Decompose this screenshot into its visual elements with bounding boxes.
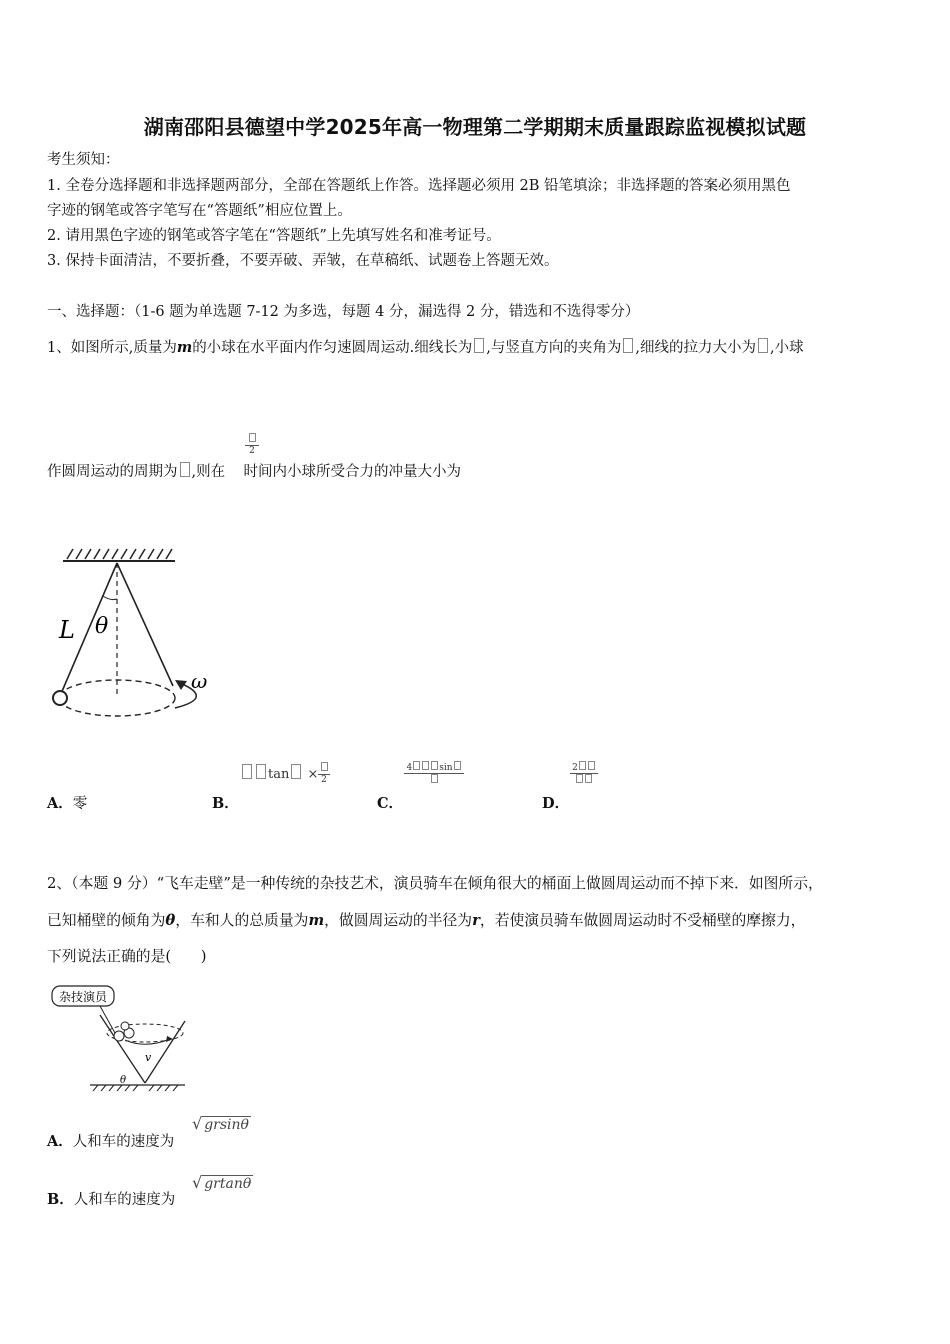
velocity-label: v [145,1051,152,1064]
incline-angle-label: θ [120,1075,127,1086]
angular-velocity-label: ω [191,669,208,693]
performer-label: 杂技演员 [58,990,108,1004]
q1-option-c-fraction: 4 sin [404,761,464,786]
q2-option-b[interactable]: B．人和车的速度为 [47,1191,176,1208]
wall-riding-diagram [45,983,195,1093]
q2-option-a[interactable]: A．人和车的速度为 [47,1133,175,1150]
angle-label: θ [95,614,109,639]
notice-heading: 考生须知： [47,152,120,168]
placeholder-box-icon [758,338,768,353]
q1-option-b-label[interactable]: B． [212,795,239,812]
placeholder-box-icon [180,462,190,477]
q1-time-fraction: 2 [245,433,259,456]
q2-stem-line-1: 2、（本题 9 分）“飞车走壁”是一种传统的杂技艺术，演员骑车在倾角很大的桶面上做圆周运动而不掉下来．如图所示， [47,875,823,892]
q1-option-b-fraction: 2 [318,762,330,785]
length-label: L [59,616,75,644]
q1-option-c-label[interactable]: C． [377,795,404,812]
placeholder-box-icon [474,338,484,353]
notice-item-1-line-1: 1. 全卷分选择题和非选择题两部分，全部在答题纸上作答。选择题必须用 2B 铅笔填涂；非选择题的答案必须用黑色 [47,178,791,194]
q1-option-d-label[interactable]: D． [542,795,570,812]
q1-stem-line-1: 1、如图所示,质量为m的小球在水平面内作匀速圆周运动.细线长为 ,与竖直方向的夹角为 ,细线的拉力大小为 ,小球 [47,339,804,356]
q1-option-a[interactable]: A．零 [47,795,88,812]
conical-pendulum-diagram [45,543,225,728]
q1-option-d-fraction: 2 [570,761,598,786]
q2-option-b-expression: √ grtanθ [192,1173,252,1192]
placeholder-box-icon [623,338,633,353]
q1-option-b-formula: tan × [240,764,318,782]
q2-stem-line-3: 下列说法正确的是( ) [47,948,207,965]
section-heading: 一、选择题：（1-6 题为单选题 7-12 为多选，每题 4 分，漏选得 2 分，错选和不选得零分） [47,304,640,320]
q2-option-a-expression: √ grsinθ [192,1114,249,1133]
notice-item-2: 2. 请用黑色字迹的钢笔或答字笔在“答题纸”上先填写姓名和准考证号。 [47,228,501,244]
notice-item-1-line-2: 字迹的钢笔或答字笔写在“答题纸”相应位置上。 [47,203,352,219]
q1-stem-line-2: 作圆周运动的周期为 ,则在 时间内小球所受合力的冲量大小为 [47,464,462,480]
q2-stem-line-2: 已知桶壁的倾角为θ，车和人的总质量为m，做圆周运动的半径为r，若使演员骑车做圆周运动时不受桶壁的摩擦力， [47,912,806,929]
notice-item-3: 3. 保持卡面清洁，不要折叠，不要弄破、弄皱，在草稿纸、试题卷上答题无效。 [47,253,559,269]
page-title: 湖南邵阳县德望中学2025年高一物理第二学期期末质量跟踪监视模拟试题 [143,115,807,139]
